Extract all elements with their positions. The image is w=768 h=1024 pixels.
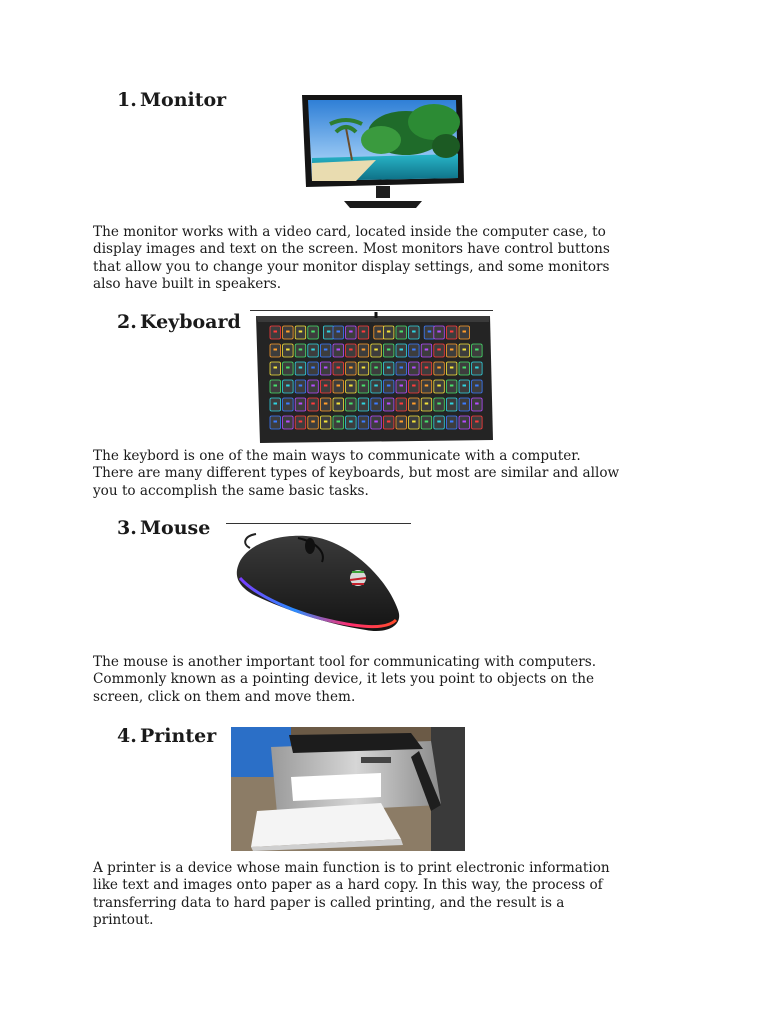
key-legend-glow: [337, 421, 341, 423]
key-legend-glow: [400, 403, 404, 405]
key-legend-glow: [425, 385, 429, 387]
section-title: Printer: [140, 725, 217, 747]
paragraph-line: display images and text on the screen. Most monitors have control buttons: [93, 241, 610, 258]
paragraph-line: The monitor works with a video card, located inside the computer case, to: [93, 224, 606, 240]
key-legend-glow: [274, 367, 278, 369]
monitor-image: [286, 88, 482, 213]
key-legend-glow: [412, 385, 416, 387]
key-legend-glow: [337, 385, 341, 387]
section-number: 3.: [117, 517, 137, 539]
section-title: Keyboard: [140, 311, 241, 333]
key-legend-glow: [475, 385, 479, 387]
section-title: Monitor: [140, 89, 227, 111]
key-legend-glow: [324, 385, 328, 387]
paragraph-line: also have built in speakers.: [93, 275, 282, 292]
key-legend-glow: [324, 403, 328, 405]
divider-line: [250, 310, 493, 311]
paragraph-line: screen, click on them and move them.: [93, 688, 356, 705]
paragraph-line: The mouse is another important tool for communicating with computers.: [93, 654, 597, 670]
key-legend-glow: [463, 385, 467, 387]
key-legend-glow: [412, 421, 416, 423]
key-legend-glow: [400, 367, 404, 369]
section-paragraph-mouse: [93, 654, 683, 706]
key-legend-glow: [450, 403, 454, 405]
key-legend-glow: [362, 385, 366, 387]
key-legend-glow: [337, 349, 341, 351]
key-legend-glow: [311, 367, 315, 369]
key-legend-glow: [450, 331, 454, 333]
section-title: Mouse: [140, 517, 211, 539]
key-legend-glow: [286, 331, 290, 333]
key-legend-glow: [412, 403, 416, 405]
key-legend-glow: [349, 331, 353, 333]
key-legend-glow: [299, 349, 303, 351]
section-heading-printer: [117, 725, 216, 747]
key-legend-glow: [286, 421, 290, 423]
keyboard-image: [250, 312, 493, 444]
key-legend-glow: [374, 403, 378, 405]
key-legend-glow: [299, 403, 303, 405]
key-legend-glow: [299, 385, 303, 387]
key-legend-glow: [425, 349, 429, 351]
key-legend-glow: [463, 403, 467, 405]
key-legend-glow: [274, 349, 278, 351]
key-legend-glow: [374, 421, 378, 423]
key-legend-glow: [362, 421, 366, 423]
divider-line: [226, 523, 411, 524]
key-legend-glow: [475, 421, 479, 423]
section-number: 1.: [117, 89, 137, 111]
key-legend-glow: [387, 421, 391, 423]
key-legend-glow: [450, 421, 454, 423]
key-legend-glow: [400, 331, 404, 333]
key-legend-glow: [299, 421, 303, 423]
key-legend-glow: [428, 331, 432, 333]
key-legend-glow: [349, 367, 353, 369]
key-legend-glow: [324, 421, 328, 423]
key-legend-glow: [387, 349, 391, 351]
key-legend-glow: [311, 349, 315, 351]
key-legend-glow: [387, 367, 391, 369]
section-heading-mouse: [117, 517, 210, 539]
key-legend-glow: [387, 385, 391, 387]
paragraph-line: A printer is a device whose main function is to print electronic information: [93, 860, 610, 876]
key-legend-glow: [400, 349, 404, 351]
key-legend-glow: [463, 367, 467, 369]
key-legend-glow: [274, 421, 278, 423]
key-legend-glow: [311, 331, 315, 333]
key-legend-glow: [337, 331, 341, 333]
key-legend-glow: [311, 421, 315, 423]
mouse-image: [226, 526, 411, 642]
key-legend-glow: [437, 367, 441, 369]
paragraph-line: printout.: [93, 911, 154, 928]
key-legend-glow: [349, 385, 353, 387]
paragraph-line: transferring data to hard paper is called printing, and the result is a: [93, 894, 565, 911]
key-legend-glow: [450, 349, 454, 351]
key-legend-glow: [349, 349, 353, 351]
key-legend-glow: [286, 403, 290, 405]
section-heading-keyboard: [117, 311, 241, 333]
paragraph-line: you to accomplish the same basic tasks.: [93, 482, 369, 499]
key-legend-glow: [274, 331, 278, 333]
key-legend-glow: [463, 349, 467, 351]
key-legend-glow: [324, 349, 328, 351]
paragraph-line: that allow you to change your monitor display settings, and some monitors: [93, 258, 610, 275]
paragraph-line: like text and images onto paper as a hard copy. In this way, the process of: [93, 877, 603, 894]
key-legend-glow: [463, 421, 467, 423]
key-legend-glow: [387, 403, 391, 405]
key-legend-glow: [377, 331, 381, 333]
key-legend-glow: [349, 421, 353, 423]
section-paragraph-keyboard: [93, 448, 683, 500]
key-legend-glow: [412, 367, 416, 369]
key-legend-glow: [374, 349, 378, 351]
section-number: 4.: [117, 725, 137, 747]
key-legend-glow: [362, 349, 366, 351]
key-legend-glow: [286, 385, 290, 387]
key-legend-glow: [400, 385, 404, 387]
key-legend-glow: [274, 385, 278, 387]
paragraph-line: The keybord is one of the main ways to communicate with a computer.: [93, 448, 581, 464]
key-legend-glow: [299, 367, 303, 369]
key-legend-glow: [412, 349, 416, 351]
key-legend-glow: [437, 403, 441, 405]
key-legend-glow: [286, 367, 290, 369]
key-legend-glow: [400, 421, 404, 423]
key-legend-glow: [450, 385, 454, 387]
key-legend-glow: [437, 331, 441, 333]
key-legend-glow: [337, 367, 341, 369]
key-legend-glow: [437, 349, 441, 351]
key-legend-glow: [324, 367, 328, 369]
key-legend-glow: [362, 331, 366, 333]
section-paragraph-monitor: [93, 224, 683, 293]
key-legend-glow: [349, 403, 353, 405]
section-paragraph-printer: [93, 860, 683, 929]
key-legend-glow: [475, 403, 479, 405]
key-legend-glow: [311, 385, 315, 387]
key-legend-glow: [425, 421, 429, 423]
key-legend-glow: [374, 385, 378, 387]
printer-image: [231, 727, 465, 851]
key-legend-glow: [425, 367, 429, 369]
paragraph-line: Commonly known as a pointing device, it lets you point to objects on the: [93, 671, 595, 688]
key-legend-glow: [387, 331, 391, 333]
paragraph-line: There are many different types of keyboards, but most are similar and allow: [93, 465, 620, 482]
key-legend-glow: [311, 403, 315, 405]
key-legend-glow: [463, 331, 467, 333]
key-legend-glow: [425, 403, 429, 405]
key-legend-glow: [299, 331, 303, 333]
key-legend-glow: [362, 367, 366, 369]
key-legend-glow: [286, 349, 290, 351]
key-legend-glow: [437, 421, 441, 423]
key-legend-glow: [412, 331, 416, 333]
section-number: 2.: [117, 311, 137, 333]
key-legend-glow: [475, 367, 479, 369]
key-legend-glow: [475, 349, 479, 351]
key-legend-glow: [274, 403, 278, 405]
key-legend-glow: [450, 367, 454, 369]
key-legend-glow: [327, 331, 331, 333]
key-legend-glow: [437, 385, 441, 387]
key-legend-glow: [337, 403, 341, 405]
section-heading-monitor: [117, 89, 226, 111]
key-legend-glow: [362, 403, 366, 405]
key-legend-glow: [374, 367, 378, 369]
